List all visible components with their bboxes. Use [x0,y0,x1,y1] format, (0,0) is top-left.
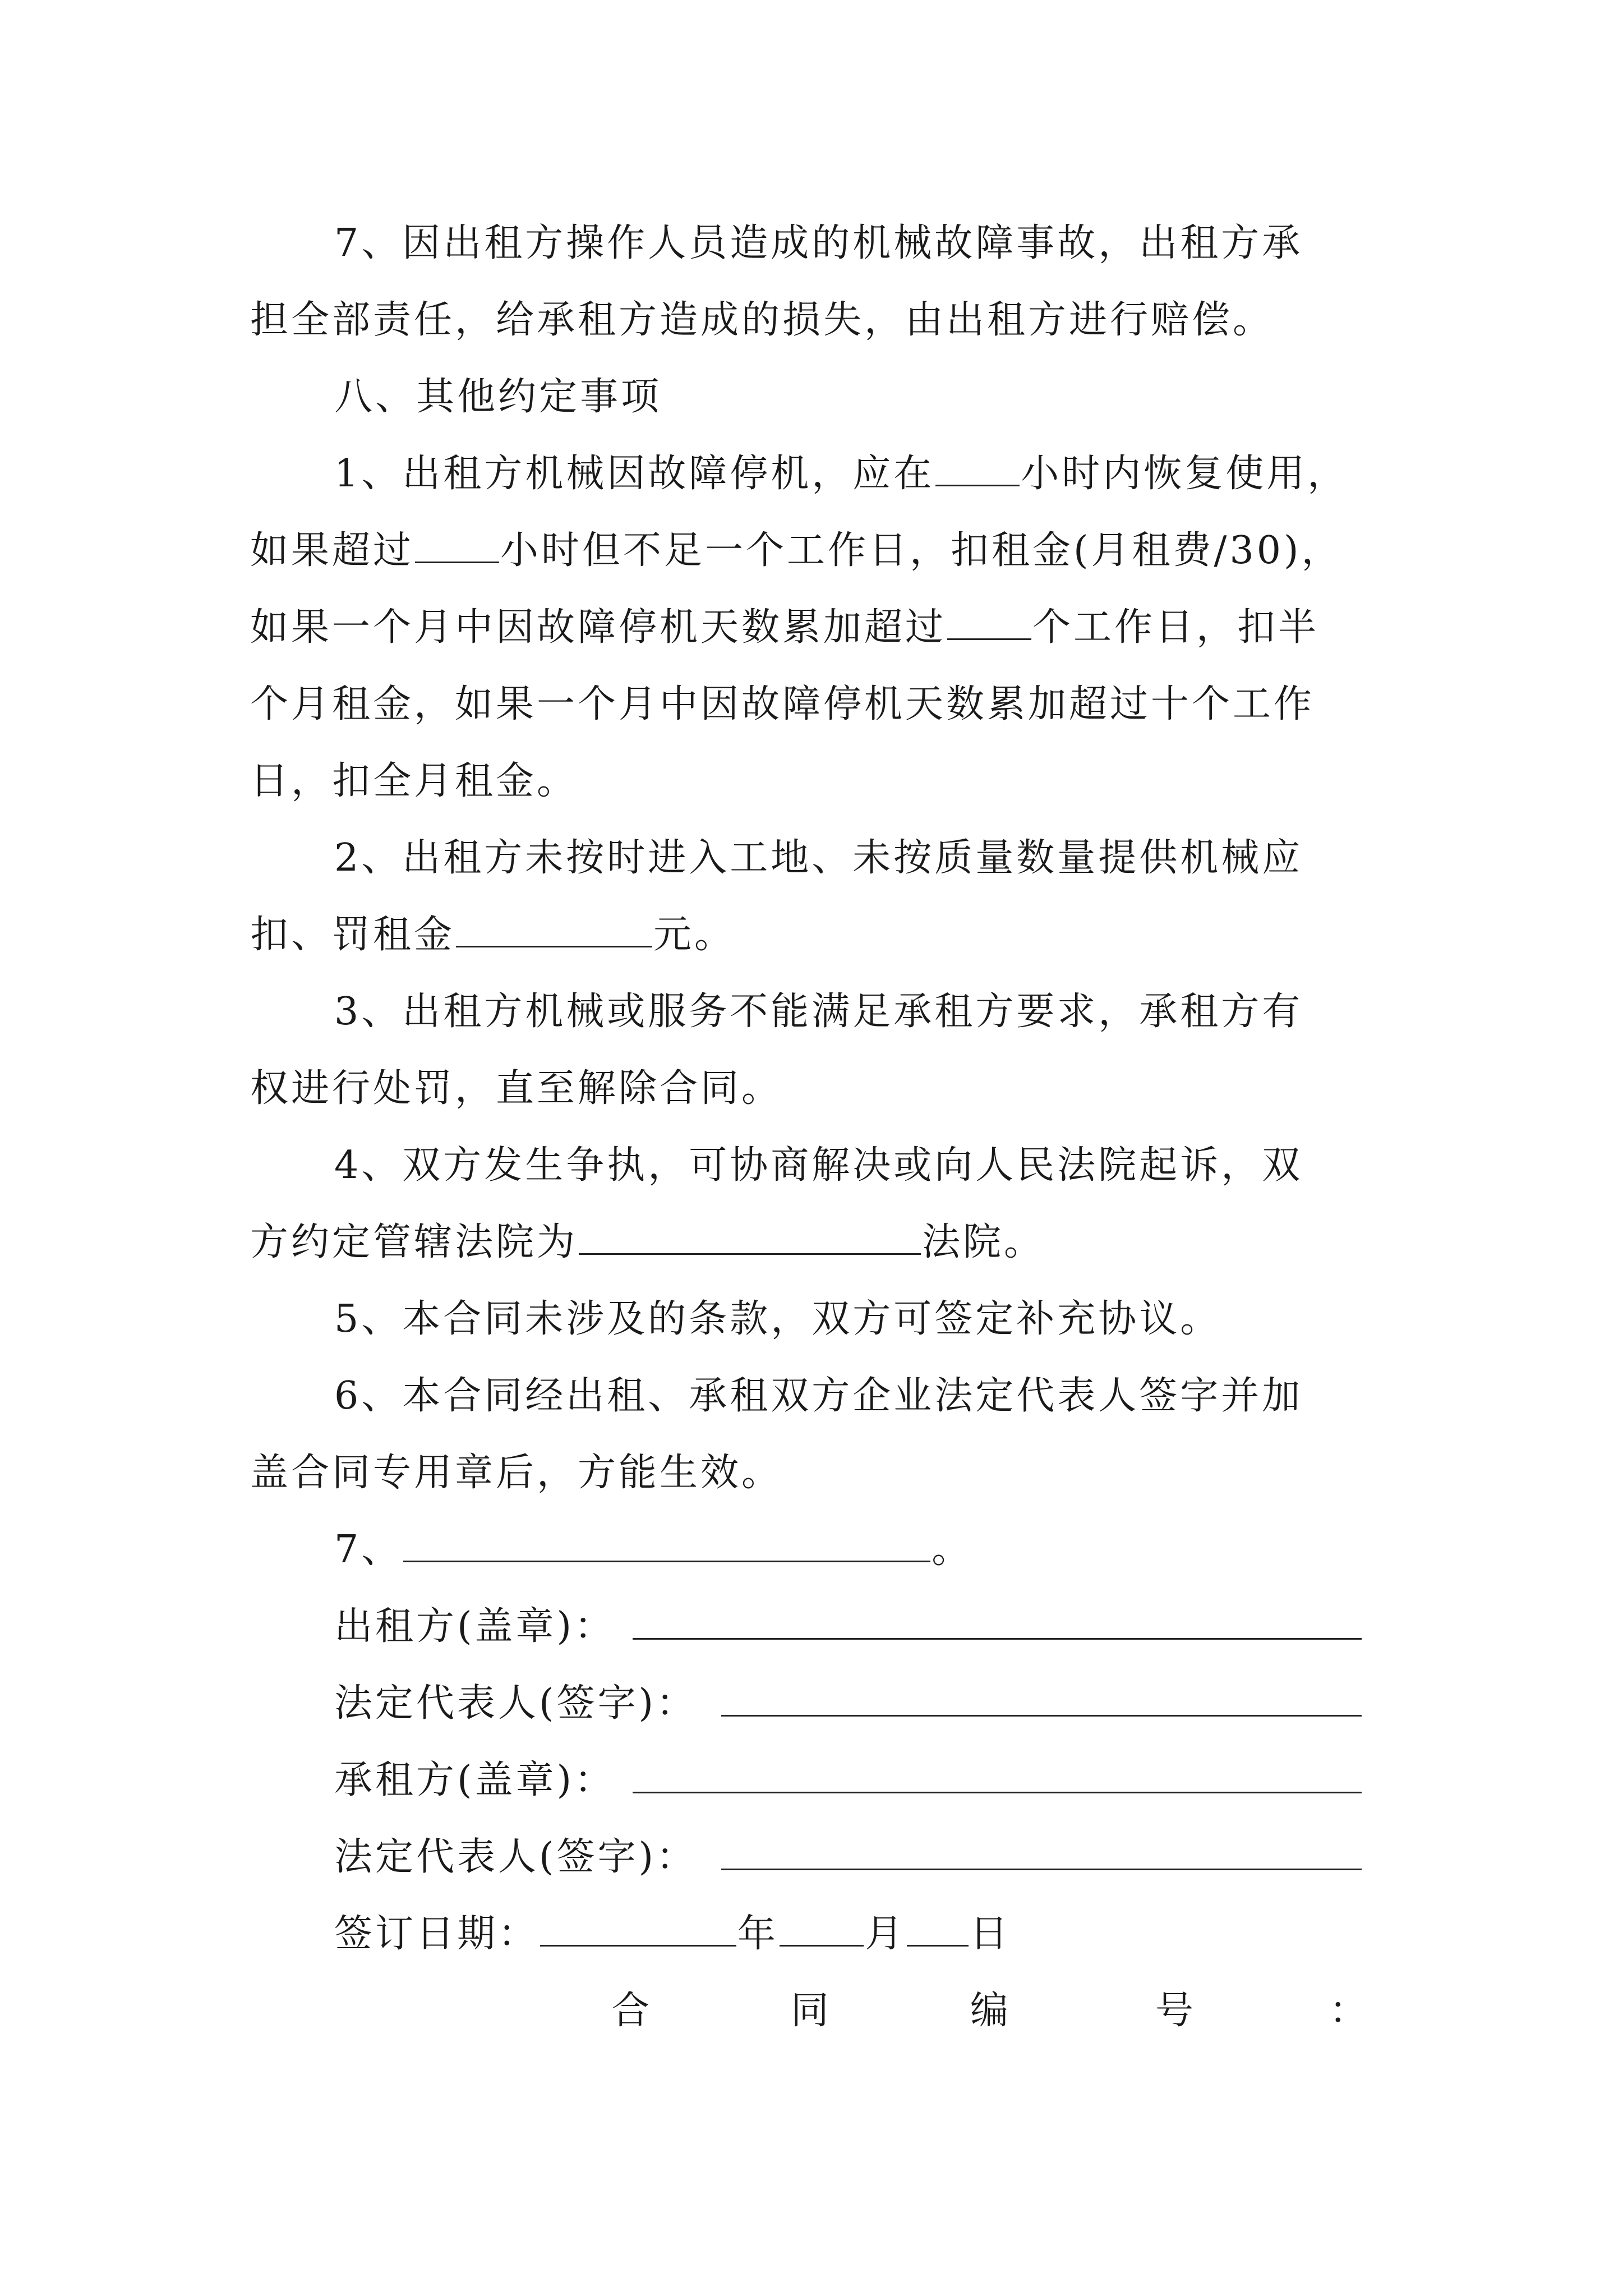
item7-line [334,1522,972,1578]
days-blank[interactable] [947,602,1031,640]
item3-line2: 权进行处罚，直至解除合同。 [250,1066,783,1111]
item1-text-f: 个工作日，扣半 [1032,605,1320,650]
penalty-amount-blank[interactable] [456,910,652,947]
lessor-seal-line[interactable] [633,1638,1362,1640]
contract-no-char-2: 同 [791,1989,829,2033]
day-label: 日 [970,1912,1011,1956]
item2-text-b: 元。 [653,913,736,957]
item2-line1: 2、出租方未按时进入工地、未按质量数量提供机械应 [334,836,1303,880]
item1-text-a: 1、出租方机械因故障停机，应在 [334,452,935,496]
lessor-rep-line[interactable] [721,1715,1362,1717]
item6-line1: 6、本合同经出租、承租双方企业法定代表人签字并加 [334,1374,1303,1418]
month-label: 月 [865,1912,906,1956]
hours-blank[interactable] [935,449,1020,486]
contract-no-colon: ： [1329,1989,1368,2033]
item1-line5: 日，扣全月租金。 [250,759,578,803]
item1-line1 [334,446,1348,502]
item5-line: 5、本合同未涉及的条款，双方可签定补充协议。 [334,1297,1221,1341]
item2-line2 [250,907,735,963]
item7-blank[interactable] [403,1525,930,1562]
item2-text-a: 扣、罚租金 [250,913,455,957]
lessee-rep-line[interactable] [721,1869,1362,1870]
year-blank[interactable] [540,1909,736,1947]
date-label: 签订日期： [334,1912,540,1956]
contract-no-char-4: 号 [1155,1989,1194,2033]
item7-prefix: 7、 [334,1527,403,1572]
item1-line4: 个月租金，如果一个月中因故障停机天数累加超过十个工作 [250,682,1315,726]
section8-title: 八、其他约定事项 [334,375,662,419]
lessee-rep-label: 法定代表人(签字)： [334,1835,698,1879]
item4-line1: 4、双方发生争执，可协商解决或向人民法院起诉，双 [334,1143,1303,1188]
lessee-seal-label: 承租方(盖章)： [334,1758,616,1802]
hours-exceed-blank[interactable] [415,526,499,563]
lessor-rep-label: 法定代表人(签字)： [334,1681,698,1726]
lessee-seal-line[interactable] [633,1792,1362,1793]
item4-text-a: 方约定管辖法院为 [250,1220,578,1264]
item6-line2: 盖合同专用章后，方能生效。 [250,1451,783,1495]
item3-line1: 3、出租方机械或服务不能满足承租方要求，承租方有 [334,990,1303,1034]
day-blank[interactable] [907,1909,969,1947]
clause7-line2: 担全部责任，给承租方造成的损失，由出租方进行赔偿。 [250,298,1274,342]
clause7-line1: 7、因出租方操作人员造成的机械故障事故，出租方承 [334,221,1303,265]
item1-text-e: 如果一个月中因故障停机天数累加超过 [250,605,947,650]
item1-text-d: 小时但不足一个工作日，扣租金(月租费/30)， [500,528,1343,573]
contract-no-char-1: 合 [611,1989,650,2033]
item1-text-b: 小时内恢复使用， [1021,452,1349,496]
item1-line2 [250,523,1343,579]
item4-text-b: 法院。 [922,1220,1045,1264]
lessor-seal-label: 出租方(盖章)： [334,1604,616,1649]
item1-line3 [250,600,1319,656]
sign-date-row [334,1906,1011,1962]
year-label: 年 [737,1912,779,1956]
item4-line2 [250,1214,1045,1271]
item7-suffix: 。 [932,1527,973,1572]
item1-text-c: 如果超过 [250,528,414,573]
contract-no-char-3: 编 [970,1989,1009,2033]
court-name-blank[interactable] [579,1217,921,1255]
month-blank[interactable] [780,1909,864,1947]
